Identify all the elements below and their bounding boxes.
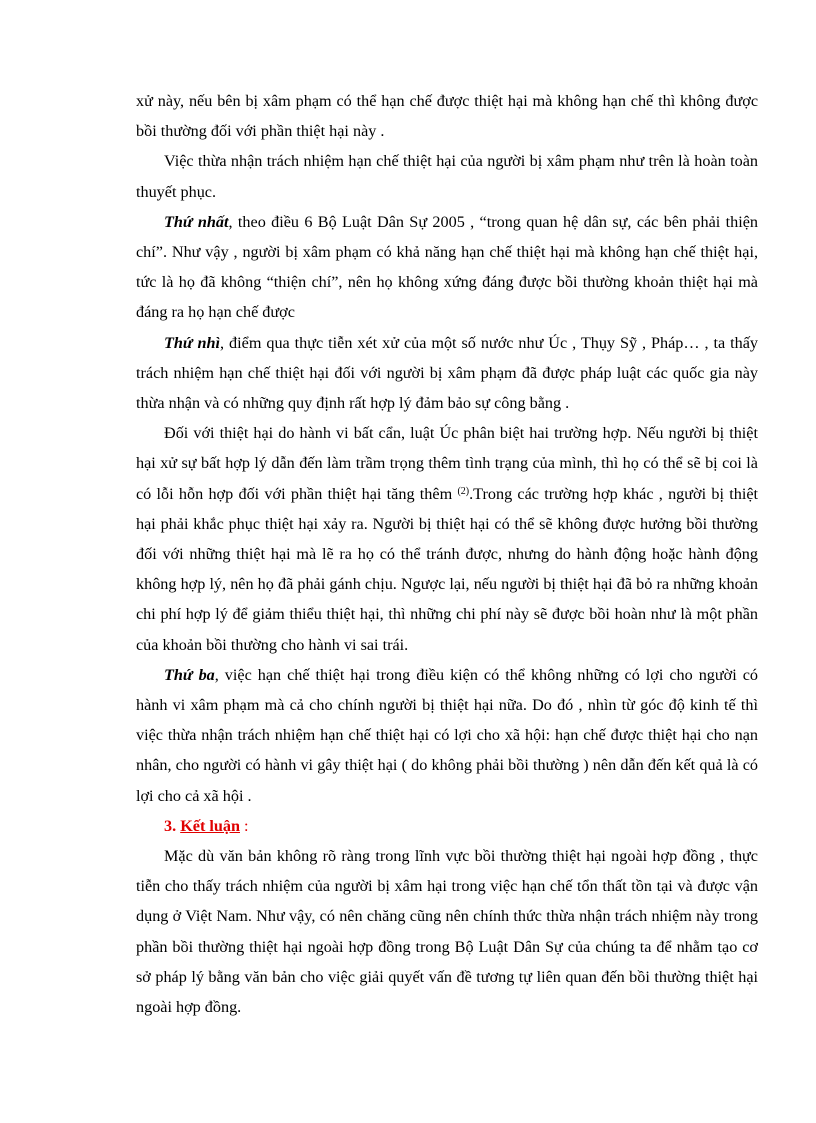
paragraph-conclusion: Mặc dù văn bản không rõ ràng trong lĩnh vực bồi thường thiệt hại ngoài hợp đồng , thực tiễn cho thấy trách nhiệm của người bị xâm hại trong việc hạn chế tổn thất tồn tại và được vận dụng ở Việt Nam. Như vậy, có nên chăng cũng nên chính thức thừa nhận trách nhiệm này trong phần bồi thường thiệt hại ngoài hợp đồng trong Bộ Luật Dân Sự của chúng ta để nhằm tạo cơ sở pháp lý bằng văn bản cho việc giải quyết vấn đề tương tự liên quan đến bồi thường thiệt hại ngoài hợp đồng. xyxy=(136,847,758,1017)
paragraph-intro: Việc thừa nhận trách nhiệm hạn chế thiệt hại của người bị xâm phạm như trên là hoàn toàn thuyết phục. xyxy=(136,152,758,201)
heading-suffix: : xyxy=(240,816,249,835)
lead-first: Thứ nhất xyxy=(164,212,229,231)
paragraph-second-point xyxy=(136,328,758,419)
lead-second: Thứ nhì xyxy=(164,333,221,352)
australia-text-after: .Trong các trường hợp khác , người bị thiệt hại phải khắc phục thiệt hại xảy ra. Người bị thiệt hại có thể sẽ không được hưởng bồi thường đối với những thiệt hại mà lẽ ra họ có thể tránh được, nhưng do hành động hoặc hành động không hợp lý, nên họ đã phải gánh chịu. Ngược lại, nếu người bị thiệt hại đã bỏ ra những khoản chi phí hợp lý để giảm thiểu thiệt hại, thì những chi phí này sẽ được bồi hoàn như là một phần của khoản bồi thường cho hành vi sai trái. xyxy=(136,484,759,654)
footnote-ref: (2) xyxy=(457,485,470,497)
section-heading xyxy=(136,811,758,841)
first-point-text: , theo điều 6 Bộ Luật Dân Sự 2005 , “trong quan hệ dân sự, các bên phải thiện chí”. Như vậy , người bị xâm phạm có khả năng hạn chế thiệt hại mà không hạn chế thiệt hại, tức là họ đã không “thiện chí”, nên họ không xứng đáng được bồi thường khoản thiệt hại mà đáng ra họ hạn chế được xyxy=(136,212,759,322)
australia-text-before: Đối với thiệt hại do hành vi bất cẩn, luật Úc phân biệt hai trường hợp. Nếu người bị thiệt hại xử sự bất hợp lý dẫn đến làm trầm trọng thêm tình trạng của mình, thì họ có thể sẽ bị coi là có lỗi hỗn hợp đối với phần thiệt hại tăng thêm xyxy=(136,424,758,503)
second-point-text: , điểm qua thực tiễn xét xử của một số nước như Úc , Thụy Sỹ , Pháp… , ta thấy trách nhiệm hạn chế thiệt hại đối với người bị xâm phạm đã được pháp luật các quốc gia này thừa nhận và có những quy định rất hợp lý đảm bảo sự công bằng . xyxy=(136,333,759,413)
paragraph-first-point xyxy=(136,207,758,328)
heading-number: 3. xyxy=(164,816,177,835)
lead-third: Thứ ba xyxy=(164,665,215,684)
heading-title: Kết luận xyxy=(180,816,240,835)
paragraph-third-point xyxy=(136,660,758,811)
third-point-text: , việc hạn chế thiệt hại trong điều kiện có thể không những có lợi cho người có hành vi xâm phạm mà cả cho chính người bị thiệt hại nữa. Do đó , nhìn từ góc độ kinh tế thì việc thừa nhận trách nhiệm hạn chế thiệt hại có lợi cho xã hội: hạn chế được thiệt hại cho nạn nhân, cho người có hành vi gây thiệt hại ( do không phải bồi thường ) nên dẫn đến kết quả là có lợi cho cả xã hội . xyxy=(136,665,758,805)
document-page xyxy=(136,86,758,1022)
paragraph-continuation: xử này, nếu bên bị xâm phạm có thể hạn chế được thiệt hại mà không hạn chế thì không được bồi thường đối với phần thiệt hại này . xyxy=(136,92,758,141)
paragraph-australia xyxy=(136,418,758,660)
